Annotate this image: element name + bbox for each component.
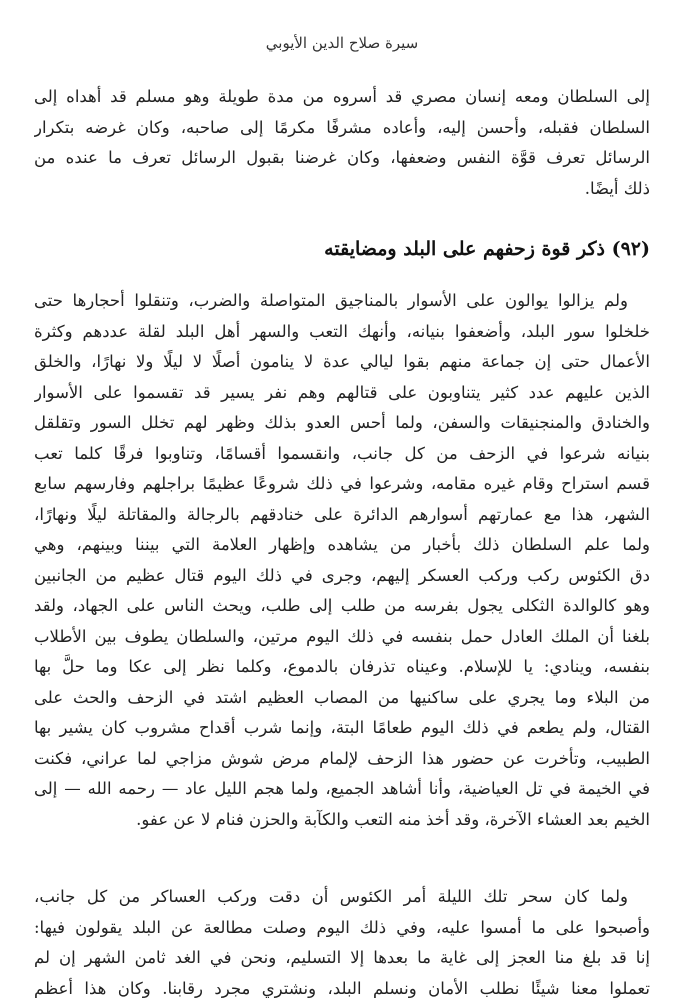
- text-line: تعملوا معنا شيئًا نطلب الأمان ونسلم البلد، ونشتري مجرد رقابنا. وكان هذا أعظم: [34, 974, 650, 1004]
- final-paragraph: [34, 882, 650, 1004]
- text-line: ذلك أيضًا.: [34, 174, 650, 205]
- text-line: من البلاء وما يجري على ساكنيها من المصاب العظيم اشتد في الزحف والحث على: [34, 683, 650, 714]
- text-line: الرسائل تعرف قوَّة النفس وضعفها، وكان غرضنا بقبول الرسائل تعرف ما عنده من: [34, 143, 650, 174]
- running-header: سيرة صلاح الدين الأيوبي: [0, 34, 684, 52]
- text-line: بلغنا أن الملك العادل حمل بنفسه في ذلك اليوم مرتين، والسلطان يطوف بين الأطلاب: [34, 622, 650, 653]
- text-line: الذين عليهم عدد كثير يتناوبون على قتالهم وهم نفر يسير قد تقسموا على الأسوار: [34, 378, 650, 409]
- text-line: ولما علم السلطان ذلك بأخبار من يشاهده وإظهار العلامة التي بيننا وبينهم، وهي: [34, 530, 650, 561]
- text-line: والخنادق والمنجنيقات والسفن، ولما أحس العدو بذلك وظهر لهم تخلل السور وتقلقل: [34, 408, 650, 439]
- text-line: إلى السلطان ومعه إنسان مصري قد أسروه من مدة طويلة وهو مسلم قد أهداه إلى: [34, 82, 650, 113]
- text-line: وهو كالوالدة الثكلى يجول بفرسه من طلب إلى طلب، ويحث الناس على الجهاد، ولقد: [34, 591, 650, 622]
- text-line: الطبيب، وتأخرت عن حضور هذا الزحف لإلمام مرض شوش مزاجي لما عراني، فكنت: [34, 744, 650, 775]
- text-line: السلطان فقبله، وأحسن إليه، وأعاده مشرفًا مكرمًا إلى صاحبه، وكان غرضه بتكرار: [34, 113, 650, 144]
- text-line: إنا قد بلغ منا العجز إلى غاية ما بعدها إلا التسليم، ونحن في الغد ثامن الشهر إن لم: [34, 943, 650, 974]
- section-heading: (٩٢) ذكر قوة زحفهم على البلد ومضايقته: [34, 234, 650, 264]
- text-line: خلخلوا سور البلد، وأضعفوا بنيانه، وأنهك التعب والسهر أهل البلد لقلة عددهم وكثرة: [34, 317, 650, 348]
- text-line: بنيانه شرعوا في الزحف من كل جانب، وانقسموا أقسامًا، وتناوبوا فرقًا كلما تعب: [34, 439, 650, 470]
- text-line: الشهر، هذا مع عمارتهم أسوارهم الدائرة على خنادقهم بالرجالة والمقاتلة ليلًا ونهارًا،: [34, 500, 650, 531]
- text-line: ولما كان سحر تلك الليلة أمر الكئوس أن دقت وركب العساكر من كل جانب،: [34, 882, 650, 913]
- text-line: قسم استراح وقام غيره مقامه، وشرعوا في ذلك شروعًا عظيمًا براجلهم وفارسهم سابع: [34, 469, 650, 500]
- intro-paragraph: [34, 82, 650, 204]
- text-line: ولم يزالوا يوالون على الأسوار بالمناجيق المتواصلة والضرب، وتنقلوا أحجارها حتى: [34, 286, 650, 317]
- body-paragraph: [34, 286, 650, 835]
- text-line: بنفسه، وينادي: يا للإسلام. وعيناه تذرفان بالدموع، وكلما نظر إلى عكا وما حلَّ بها: [34, 652, 650, 683]
- text-line: في الخيمة في تل العياضية، وأنا أشاهد الجميع، ولما هجم الليل عاد — رحمه الله — إلى: [34, 774, 650, 805]
- text-line: القتال، ولم يطعم في ذلك اليوم طعامًا البتة، وإنما شرب أقداح مشروب كان يشير بها: [34, 713, 650, 744]
- text-line: الخيم بعد العشاء الآخرة، وقد أخذ منه التعب والكآبة والحزن فنام لا عن عفو.: [34, 805, 650, 836]
- text-line: دق الكئوس ركب وركب العسكر إليهم، وجرى في ذلك اليوم قتال عظيم من الجانبين: [34, 561, 650, 592]
- text-line: الأعمال حتى إن جماعة منهم بقوا ليالي عدة لا ينامون أصلًا لا ليلًا ولا نهارًا، والخلق: [34, 347, 650, 378]
- text-line: وأصبحوا على ما أمسوا عليه، وفي ذلك اليوم وصلت مطالعة عن البلد يقولون فيها:: [34, 913, 650, 944]
